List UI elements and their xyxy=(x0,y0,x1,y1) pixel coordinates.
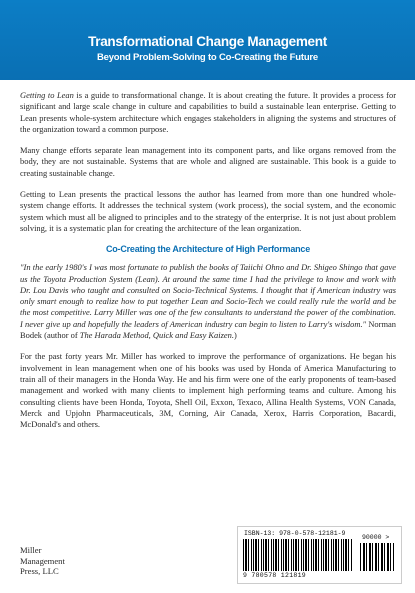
isbn-label: ISBN-13: 978-0-578-12181-9 xyxy=(244,530,346,537)
publisher-line-3: Press, LLC xyxy=(20,566,59,576)
isbn-barcode xyxy=(237,526,402,584)
book-title-italic: Getting to Lean xyxy=(20,90,74,100)
section-heading: Co-Creating the Architecture of High Performance xyxy=(105,244,311,255)
body-text xyxy=(20,90,396,440)
publisher-line-1: Miller xyxy=(20,545,42,555)
quote-attribution-books: The Harada Method, Quick and Easy Kaizen. xyxy=(79,330,234,341)
endorsement-quote xyxy=(20,262,396,341)
sustainability-paragraph: Many change efforts separate lean management into its component parts, and like organs removed from the body, they are not sustainable. Systems that are whole and aligned are sustainable. This book is a guide to creating sustainable change. xyxy=(20,145,396,178)
price-code: 90000 > xyxy=(362,534,390,541)
quote-attribution-pre: Norman Bodek (author of xyxy=(20,318,396,341)
price-barcode-bars xyxy=(360,543,394,571)
cover-subtitle: Beyond Problem-Solving to Co-Creating the Future xyxy=(96,52,319,63)
barcode-bars xyxy=(243,539,353,571)
publisher-name xyxy=(20,545,65,577)
quote-attribution-post: ) xyxy=(233,330,237,341)
lessons-paragraph: Getting to Lean presents the practical lessons the author has learned from more than one hundred whole-system change efforts. It addresses the technical system (work process), the social system, and the economic system which must all be aligned to principles and to the strategy of the enterprise. It is not just about problem solving, it is a systematic plan for creating the architecture of the lean organization. xyxy=(20,189,396,233)
publisher-line-2: Management xyxy=(20,555,65,566)
author-bio-paragraph: For the past forty years Mr. Miller has worked to improve the performance of organizations. He began his involvement in lean management when one of his books was used by Honda of America Manufacturing to train all of their managers in the Honda Way. He and his firm were one of the early proponents of team-based management and worked with many clients to implement high performing teams and culture. Among his consulting clients have been Honda, Toyota, Shell Oil, Exxon, Texaco, Allina Health Systems, VON Canada, Merck and Upjohn Pharmaceuticals, 3M, Corning, Air Canada, Xerox, Harris Corporation, Bacardi, McDonald's and others. xyxy=(20,351,396,430)
quote-text: "In the early 1980's I was most fortunate to publish the books of Taiichi Ohno and Dr. Shigeo Shingo that gave us the Toyota Production System (Lean). At around the same time I had the privilege to know and work with Dr. Lou Davis who taught and consulted on Socio-Technical Systems. I thought that if American industry was only smart enough to realize how to put together Lean and Socio-Tech we could really rule the world and be the most competitive. Larry Miller was one of the few consultants to understand the power of the combination. I never give up and hopefully the leaders of American industry can begin to listen to Larry's wisdom." xyxy=(20,262,396,329)
header-band xyxy=(0,0,415,80)
cover-title: Transformational Change Management xyxy=(88,34,327,49)
barcode-digits: 9 780578 121819 xyxy=(243,572,307,579)
intro-paragraph-text: is a guide to transformational change. It is about creating the future. It provides a process for significant and large scale change in culture and capabilities to build a sustainable lean enterprise. Getting to Lean presents whole-system architecture which engages stakeholders in aligning the systems and structures of the organization toward a common purpose. xyxy=(20,90,397,134)
intro-paragraph xyxy=(20,90,396,135)
